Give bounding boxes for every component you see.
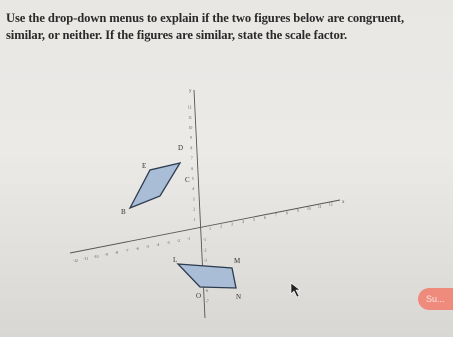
y-tick-label: 5 xyxy=(191,177,194,181)
x-tick-label: -2 xyxy=(176,239,180,243)
y-tick-label: 1 xyxy=(193,217,196,222)
y-tick-label: -2 xyxy=(203,248,207,253)
x-tick-label: 3 xyxy=(231,222,233,227)
x-tick-label: 5 xyxy=(253,218,255,222)
vertex-label-e: E xyxy=(142,162,147,170)
figure-lmno xyxy=(178,264,236,288)
x-tick-label: -3 xyxy=(166,240,170,245)
x-tick-label: -4 xyxy=(156,242,160,247)
x-tick-label: -1 xyxy=(187,237,191,241)
x-tick-label: 1 xyxy=(209,226,211,231)
x-tick-label: -9 xyxy=(104,252,108,257)
x-tick-label: -11 xyxy=(83,256,89,261)
x-tick-label: -10 xyxy=(93,254,99,259)
vertex-label-l: L xyxy=(173,256,178,264)
x-tick-label: -6 xyxy=(135,246,139,251)
x-tick-label: 7 xyxy=(274,213,277,218)
vertex-label-d: D xyxy=(178,144,184,152)
y-axis-label: y xyxy=(189,89,192,94)
x-axis-label: x xyxy=(342,200,345,205)
x-tick-label: 8 xyxy=(285,211,288,216)
x-tick-label: -5 xyxy=(146,244,149,249)
y-tick-label: -7 xyxy=(205,299,209,304)
vertex-label-o: O xyxy=(196,292,202,300)
x-tick-label: -7 xyxy=(125,248,129,253)
y-tick-label: -6 xyxy=(205,289,209,294)
y-tick-label: 2 xyxy=(193,207,195,212)
vertex-label-m: M xyxy=(234,257,241,265)
mouse-cursor-icon xyxy=(290,282,302,298)
y-tick-label: 7 xyxy=(190,156,193,161)
x-tick-label: -12 xyxy=(73,258,78,263)
y-tick-label: 9 xyxy=(190,136,192,141)
x-tick-label: 2 xyxy=(220,224,222,229)
y-tick-label: 11 xyxy=(188,115,192,120)
y-tick-label: 3 xyxy=(192,197,195,202)
y-tick-label: 6 xyxy=(191,166,194,171)
x-tick-label: 12 xyxy=(328,202,333,207)
x-tick-label: 9 xyxy=(296,209,299,214)
y-tick-label: 12 xyxy=(187,105,192,110)
vertex-label-b: B xyxy=(121,208,126,216)
x-tick-label: -8 xyxy=(115,250,119,255)
y-tick-label: 4 xyxy=(192,187,195,192)
y-tick-label: 10 xyxy=(188,126,193,130)
x-tick-label: 6 xyxy=(264,215,266,220)
x-axis xyxy=(70,200,340,253)
question-line-1: Use the drop-down menus to explain if the two figures below are congruent, xyxy=(6,11,405,25)
x-tick-label: 11 xyxy=(317,204,322,209)
y-tick-label: -1 xyxy=(202,238,206,243)
vertex-label-n: N xyxy=(236,293,242,301)
question-line-2: similar, or neither. If the figures are similar, state the scale factor. xyxy=(6,28,348,42)
submit-button[interactable]: Su... xyxy=(418,288,453,310)
x-tick-label: 4 xyxy=(242,220,244,225)
y-tick-label: -3 xyxy=(203,258,207,263)
vertex-label-c: C xyxy=(185,176,190,184)
x-tick-label: 10 xyxy=(307,207,311,211)
figure-bcde xyxy=(130,163,180,208)
y-tick-label: 8 xyxy=(190,146,193,151)
